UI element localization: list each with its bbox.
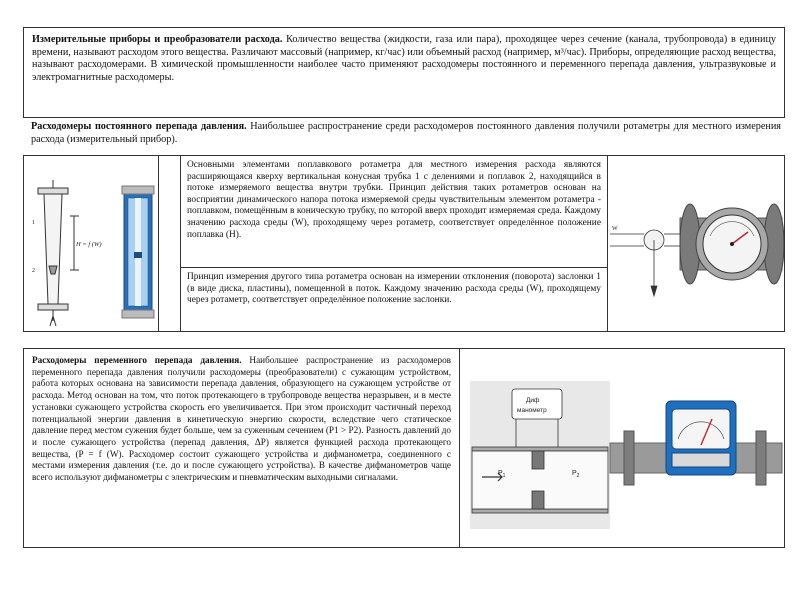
w-label: W — [612, 226, 618, 232]
p2-label: P — [572, 470, 577, 477]
intro-text: Количество вещества (жидкости, газа или пара), проходящее через сечение (канала, трубопровода) в единицу времени, называют расходом этого вещества. Различают массовый (например, кг/час) или объемный расход (например, м³/час). Приборы, определяющие расход вещества, называют расходомерами. В химической промышленности наиболее часто применяют расходомеры постоянного и переменного перепада давления, ультразвуковые и электромагнитные расходомеры. — [32, 34, 776, 83]
rotameter-text2: Принцип измерения другого типа ротаметра основан на измерении отклонения (поворота) заслонки 1 (в виде диска, пластины), помещенной в поток. Каждому значению расхода среды (W), проходящему через ротаметр, соответствует определённое положение заслонки. — [180, 268, 608, 331]
difmanometer-label1: Диф — [526, 397, 540, 404]
p2-sub: 2 — [576, 473, 580, 479]
intro-paragraph — [23, 27, 785, 118]
rotameter-illustration — [24, 156, 159, 331]
p1-label: P — [498, 470, 503, 477]
section1-text: Наибольшее распространение среди расходомеров постоянного давления получили ротаметры для местного измерения расхода (измерительный прибор). — [31, 121, 781, 145]
variable-pressure-panel — [23, 348, 785, 548]
p1-sub: 1 — [502, 473, 506, 479]
orifice-diagram-illustration — [460, 349, 784, 547]
flange-flowmeter-illustration — [608, 156, 784, 331]
difmanometer-label2: манометр — [517, 407, 547, 414]
intro-heading: Измерительные приборы и преобразователи расхода. — [32, 34, 283, 45]
section2-paragraph — [24, 349, 460, 547]
formula-label: H = f (W) — [76, 241, 102, 248]
section2-text: Наибольшее распространение из расходомеров переменного перепада давления получили расходомеры (преобразователи) с сужающим устройством, работа которых основана на зависимости перепада давления, образующего на сужающем устройстве от расхода. Метод основан на том, что поток протекающего в трубопроводе вещества неразрывен, и в месте установки сужающего устройства скорость его увеличивается. При этом происходит частичный переход потенциальной энергии давления в кинетическую энергию скорости, вследствие чего статическое давление перед местом сужения будет больше, чем за суженным сечением (P1 > P2). Разность давлений до и после сужающего устройства (перепад давления, ΔP) является функцией расхода протекающего вещества, (P = f (W). Расходомер состоит сужающего устройства и дифманометра, соединенного с местами измерения давления (т.е. до и после сужающего устройства). В качестве дифманометров чаще всего используют дифманометры с электрическим и пневматическим выходными сигналами. — [32, 355, 451, 483]
section1-paragraph — [27, 119, 785, 157]
section1-heading: Расходомеры постоянного перепада давления. — [31, 121, 247, 132]
section2-heading: Расходомеры переменного перепада давления. — [32, 355, 242, 365]
num2-label: 2 — [32, 268, 35, 274]
num1-label: 1 — [32, 220, 35, 226]
rotameter-panel — [23, 155, 785, 332]
rotameter-text1: Основными элементами поплавкового ротаметра для местного измерения расхода являются расширяющаяся кверху вертикальная конусная трубка 1 с делениями и поплавок 2, находящийся в потоке измеряемого вещества внутри трубки. Принцип действия таких ротаметров основан на восприятии динамического напора потока измеряемой среды чувствительным элементом ротаметра - поплавком, помещённым в коническую трубку, по которой вверх проходит измеряемая среда. Каждому значению расхода среды (W), проходящему через ротаметр, соответствует определённое положение поплавка (H). — [180, 156, 608, 268]
